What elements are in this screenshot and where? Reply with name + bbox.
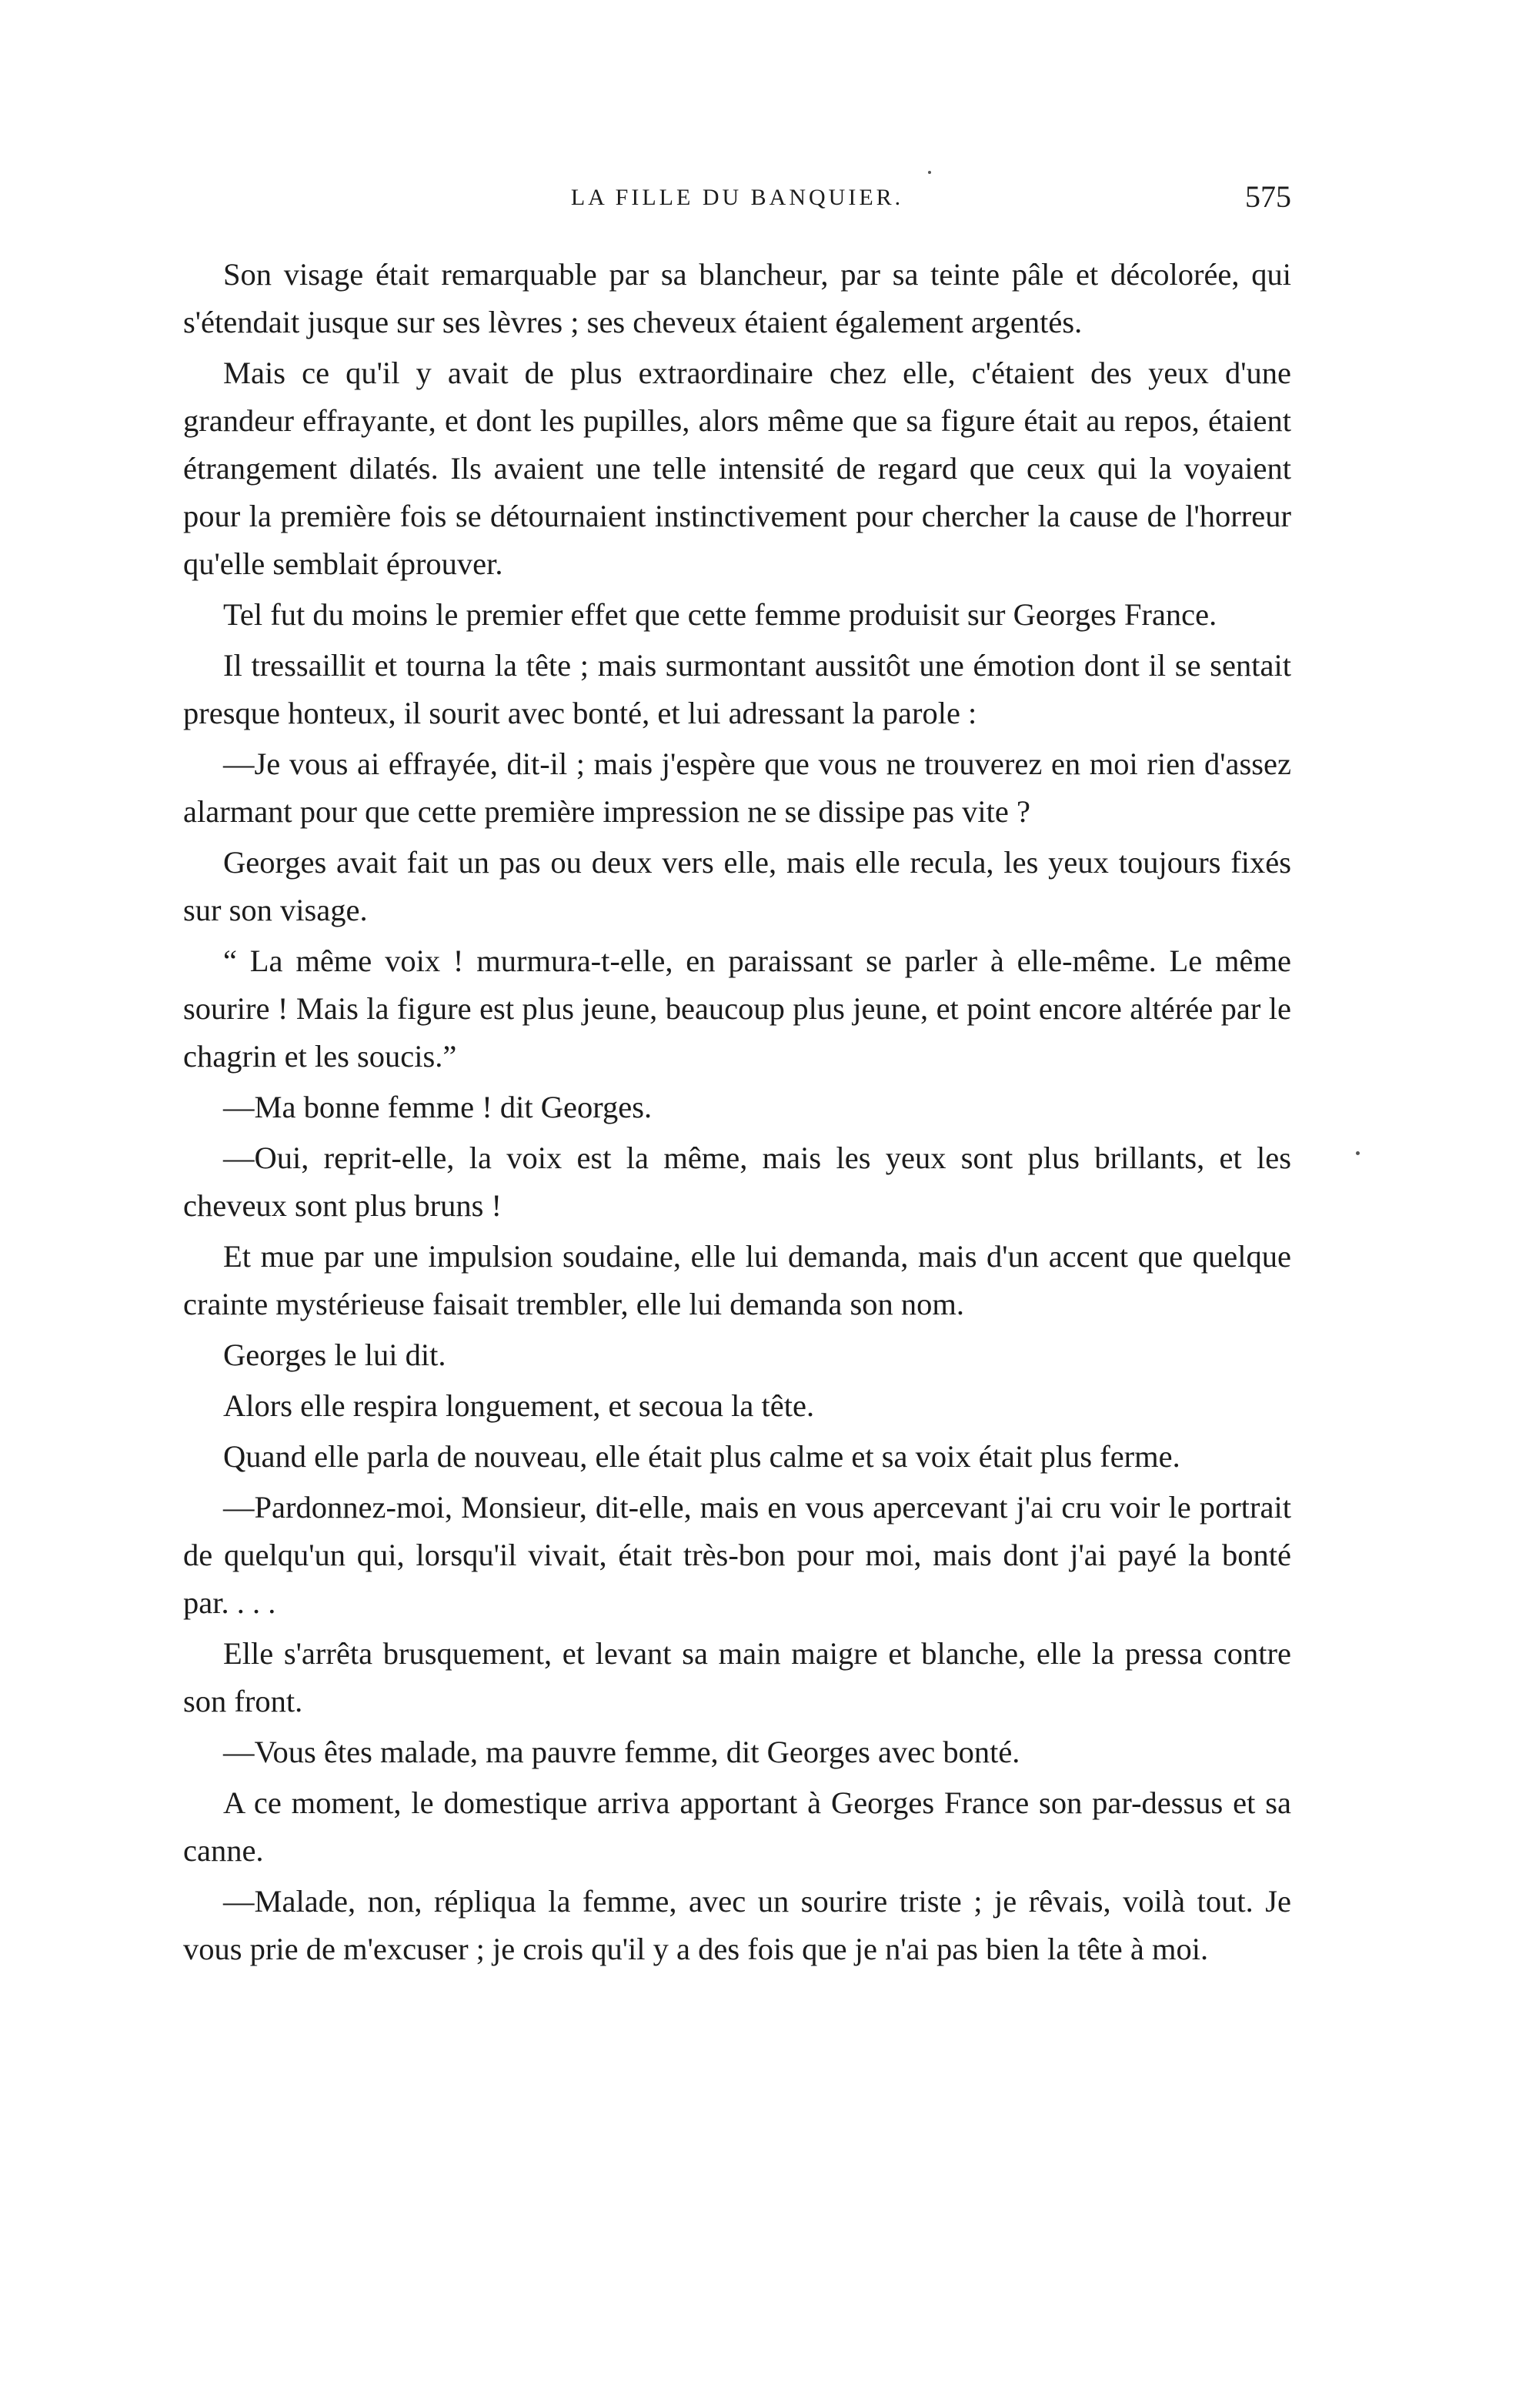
paragraph: Alors elle respira longuement, et secoua la tête.	[223, 1388, 815, 1423]
paragraph: —Malade, non, répliqua la femme, avec un sourire triste ; je rêvais, voilà tout. Je vous prie de m'excuser ; je crois qu'il y a des fois que je n'ai pas bien la tête à moi.	[183, 1884, 1291, 1966]
paragraph: Tel fut du moins le premier effet que cette femme produisit sur Georges France.	[223, 597, 1217, 632]
paragraph: —Oui, reprit-elle, la voix est la même, mais les yeux sont plus brillants, et les cheveux sont plus bruns !	[183, 1141, 1291, 1223]
paragraph: Mais ce qu'il y avait de plus extraordinaire chez elle, c'étaient des yeux d'une grandeur effrayante, et dont les pupilles, alors même que sa figure était au repos, étaient étrangement dilatés. Ils avaient une telle intensité de regard que ceux qui la voyaient pour la première fois se détournaient instinctivement pour chercher la cause de l'horreur qu'elle semblait éprouver.	[183, 356, 1291, 581]
ink-speck	[928, 171, 931, 174]
running-head	[183, 179, 1291, 225]
paragraph: Il tressaillit et tourna la tête ; mais surmontant aussitôt une émotion dont il se sentait presque honteux, il sourit avec bonté, et lui adressant la parole :	[183, 648, 1291, 730]
paragraph: —Je vous ai effrayée, dit-il ; mais j'espère que vous ne trouverez en moi rien d'assez alarmant pour que cette première impression ne se dissipe pas vite ?	[183, 746, 1291, 829]
paragraph: Quand elle parla de nouveau, elle était plus calme et sa voix était plus ferme.	[223, 1439, 1180, 1474]
paragraph: Georges avait fait un pas ou deux vers elle, mais elle recula, les yeux toujours fixés sur son visage.	[183, 845, 1291, 927]
paragraph: Georges le lui dit.	[223, 1338, 446, 1372]
book-page	[183, 179, 1291, 1976]
paragraph: Son visage était remarquable par sa blancheur, par sa teinte pâle et décolorée, qui s'étendait jusque sur ses lèvres ; ses cheveux étaient également argentés.	[183, 257, 1291, 339]
paragraph: —Ma bonne femme ! dit Georges.	[223, 1090, 653, 1124]
paragraph: “ La même voix ! murmura-t-elle, en paraissant se parler à elle-même. Le même sourire ! Mais la figure est plus jeune, beaucoup plus jeune, et point encore altérée par le chagrin et les soucis.”	[183, 943, 1291, 1074]
running-title: LA FILLE DU BANQUIER.	[570, 185, 904, 210]
paragraph: A ce moment, le domestique arriva apportant à Georges France son par-dessus et sa canne.	[183, 1785, 1291, 1868]
page-number: 575	[1245, 179, 1291, 214]
ink-speck	[1356, 1151, 1360, 1155]
paragraph: Et mue par une impulsion soudaine, elle lui demanda, mais d'un accent que quelque crainte mystérieuse faisait trembler, elle lui demanda son nom.	[183, 1239, 1291, 1321]
paragraph: —Pardonnez-moi, Monsieur, dit-elle, mais en vous apercevant j'ai cru voir le portrait de quelqu'un qui, lorsqu'il vivait, était très-bon pour moi, mais dont j'ai payé la bonté par. . . .	[183, 1490, 1291, 1620]
body-text	[183, 251, 1291, 1973]
paragraph: Elle s'arrêta brusquement, et levant sa main maigre et blanche, elle la pressa contre son front.	[183, 1636, 1291, 1718]
paragraph: —Vous êtes malade, ma pauvre femme, dit Georges avec bonté.	[223, 1735, 1020, 1769]
